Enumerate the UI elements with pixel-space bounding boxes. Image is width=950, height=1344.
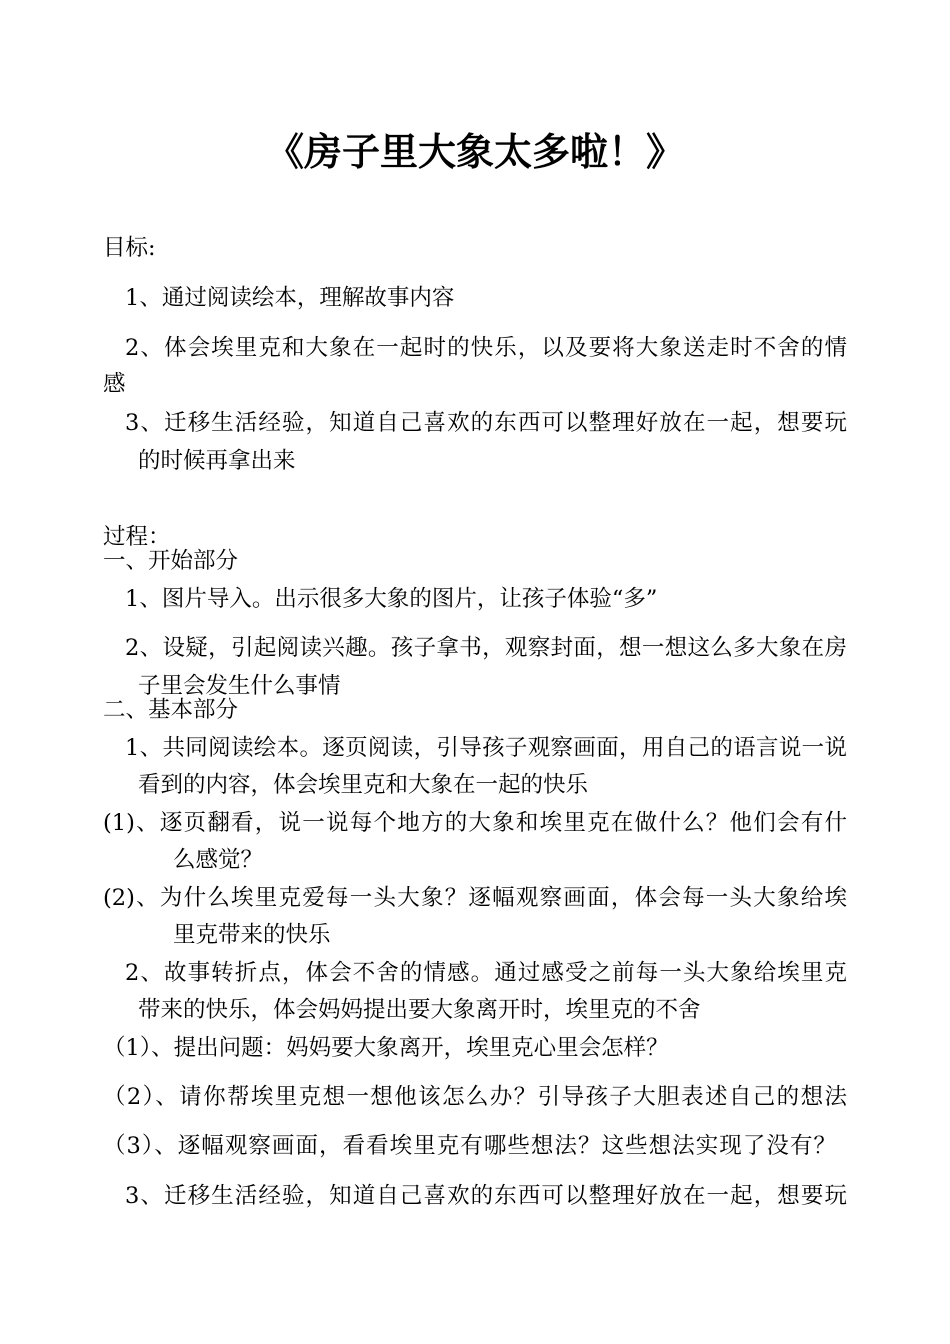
part-1-heading: 一、开始部分	[103, 548, 239, 574]
goal-item-2-line-1: 2、体会埃里克和大象在一起时的快乐，以及要将大象送走时不舍的情	[125, 335, 847, 361]
process-heading: 过程：	[103, 524, 171, 550]
part-2-item-3-line-1: 3、迁移生活经验，知道自己喜欢的东西可以整理好放在一起，想要玩	[125, 1183, 847, 1209]
goals-heading: 目标:	[103, 235, 156, 261]
part-2-sub-1-line-1: (1)、逐页翻看，说一说每个地方的大象和埃里克在做什么？他们会有什	[103, 810, 847, 836]
part-2-question-3: （3）、逐幅观察画面，看看埃里克有哪些想法？这些想法实现了没有？	[103, 1133, 836, 1159]
part-2-sub-2-line-2: 里克带来的快乐	[173, 922, 331, 948]
part-2-question-2: （2）、请你帮埃里克想一想他该怎么办？引导孩子大胆表述自己的想法	[103, 1084, 847, 1110]
part-2-item-2-line-2: 带来的快乐，体会妈妈提出要大象离开时，埃里克的不舍	[138, 997, 701, 1023]
document-title: 《房子里大象太多啦！》	[265, 130, 684, 174]
part-2-heading: 二、基本部分	[103, 697, 239, 723]
part-2-item-1-line-2: 看到的内容，体会埃里克和大象在一起的快乐	[138, 772, 589, 798]
goal-item-2-line-2: 感	[103, 371, 126, 397]
part-1-item-2-line-1: 2、设疑，引起阅读兴趣。孩子拿书，观察封面，想一想这么多大象在房	[125, 635, 847, 661]
part-2-item-1-line-1: 1、共同阅读绘本。逐页阅读，引导孩子观察画面，用自己的语言说一说	[125, 735, 847, 761]
part-2-sub-1-line-2: 么感觉？	[173, 847, 264, 873]
goal-item-3-line-1: 3、迁移生活经验，知道自己喜欢的东西可以整理好放在一起，想要玩	[125, 410, 847, 436]
part-1-item-1: 1、图片导入。出示很多大象的图片，让孩子体验“多”	[125, 586, 658, 612]
part-1-item-2-line-2: 子里会发生什么事情	[138, 673, 341, 699]
part-2-item-2-line-1: 2、故事转折点，体会不舍的情感。通过感受之前每一头大象给埃里克	[125, 960, 847, 986]
part-2-question-1: （1）、提出问题：妈妈要大象离开，埃里克心里会怎样？	[103, 1035, 669, 1061]
goal-item-3-line-2: 的时候再拿出来	[138, 448, 296, 474]
part-2-sub-2-line-1: (2)、为什么埃里克爱每一头大象？逐幅观察画面，体会每一头大象给埃	[103, 885, 847, 911]
goal-item-1: 1、通过阅读绘本，理解故事内容	[125, 285, 455, 311]
